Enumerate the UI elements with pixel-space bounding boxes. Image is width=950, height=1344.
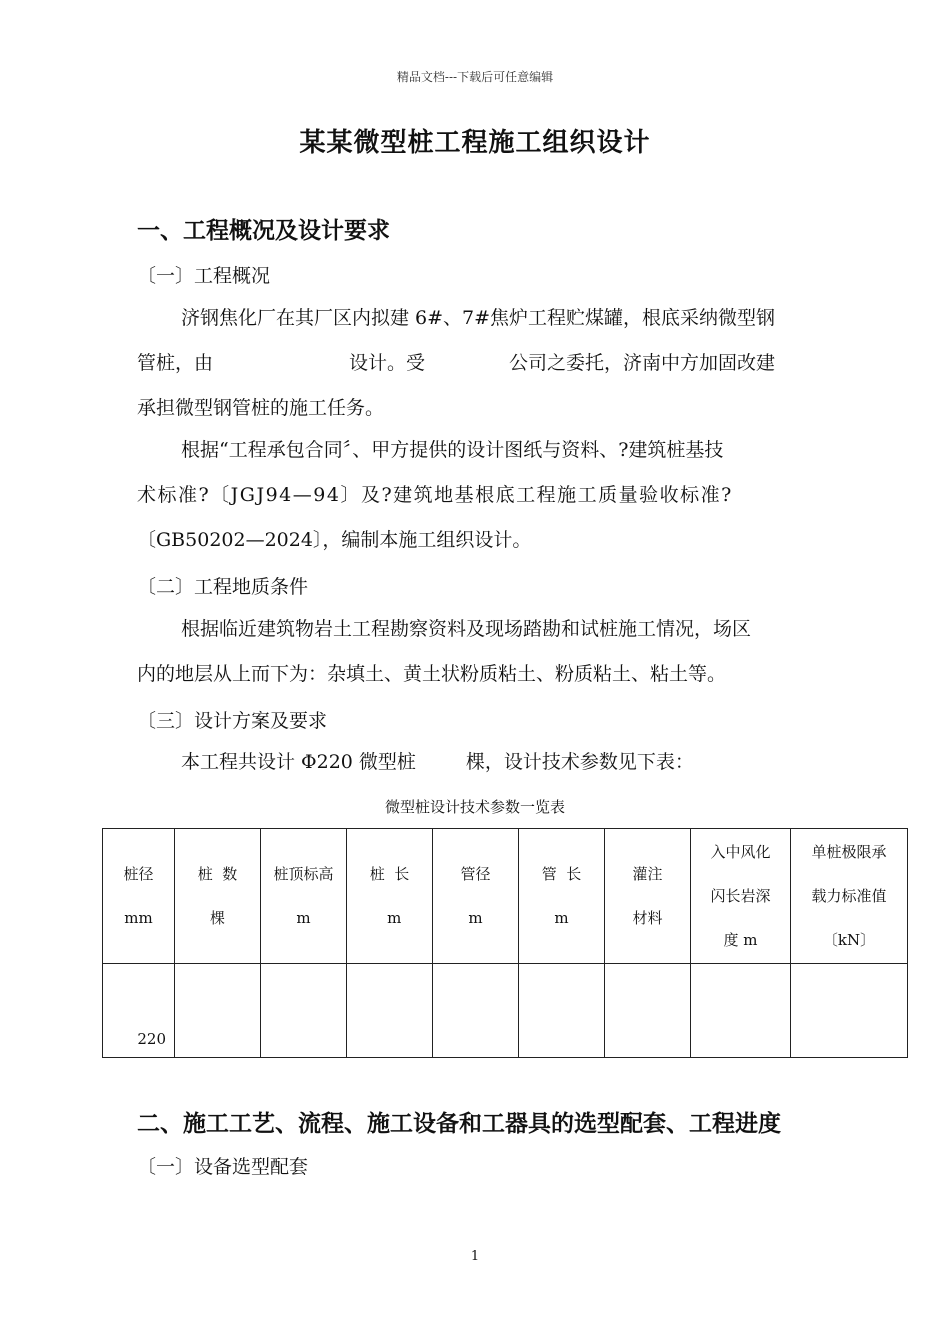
p2-line2: 术标准?〔JGJ94—94〕及?建筑地基根底工程施工质量验收标准? xyxy=(137,484,733,506)
cell xyxy=(691,964,791,1058)
p1-line2c: 公司之委托，济南中方加固改建 xyxy=(509,352,776,374)
table-caption: 微型桩设计技术参数一览表 xyxy=(384,798,565,816)
paragraph-4 xyxy=(137,740,859,785)
document-title: 某某微型桩工程施工组织设计 xyxy=(299,128,651,158)
cell xyxy=(433,964,519,1058)
col-grout-material: 灌注 材料 xyxy=(605,829,691,964)
pile-parameters-table xyxy=(102,828,908,1058)
col-pile-length: 桩 长 m xyxy=(347,829,433,964)
p2-line1: 根据“工程承包合同〞、甲方提供的设计图纸与资料、?建筑桩基技 xyxy=(181,439,724,461)
table-header-row xyxy=(103,829,908,964)
p3-line1: 根据临近建筑物岩土工程勘察资料及现场踏勘和试桩施工情况，场区 xyxy=(181,618,752,640)
paragraph-3 xyxy=(137,607,859,697)
col-pile-top-elevation: 桩顶标高 m xyxy=(261,829,347,964)
section1-sub2: 〔二〕工程地质条件 xyxy=(137,576,309,598)
p2-line3: 〔GB50202—2024〕，编制本施工组织设计。 xyxy=(137,529,532,551)
p1-line2a: 管桩，由 xyxy=(137,352,214,374)
col-pipe-diameter: 管径 m xyxy=(433,829,519,964)
col-pile-diameter: 桩径 mm xyxy=(103,829,175,964)
cell xyxy=(605,964,691,1058)
cell xyxy=(519,964,605,1058)
col-ultimate-capacity: 单桩极限承 载力标准值 〔kN〕 xyxy=(791,829,908,964)
section2-sub1: 〔一〕设备选型配套 xyxy=(137,1156,309,1178)
col-pipe-length: 管 长 m xyxy=(519,829,605,964)
section1-sub3: 〔三〕设计方案及要求 xyxy=(137,710,328,732)
section1-heading: 一、工程概况及设计要求 xyxy=(137,217,390,244)
page-number: 1 xyxy=(470,1249,480,1264)
p1-line3: 承担微型钢管桩的施工任务。 xyxy=(137,397,385,419)
section1-sub1: 〔一〕工程概况 xyxy=(137,265,271,287)
p4a: 本工程共设计 Φ220 微型桩 xyxy=(181,751,416,773)
col-embed-depth: 入中风化 闪长岩深 度 m xyxy=(691,829,791,964)
cell xyxy=(347,964,433,1058)
p4b: 棵，设计技术参数见下表： xyxy=(465,751,694,773)
cell-diameter: 220 xyxy=(103,964,175,1058)
cell xyxy=(791,964,908,1058)
section2-heading: 二、施工工艺、流程、施工设备和工器具的选型配套、工程进度 xyxy=(137,1110,781,1137)
p3-line2: 内的地层从上而下为：杂填土、黄土状粉质粘土、粉质粘土、粘土等。 xyxy=(137,663,727,685)
col-pile-count: 桩 数 棵 xyxy=(175,829,261,964)
paragraph-2 xyxy=(137,428,859,563)
paragraph-1 xyxy=(137,296,859,431)
cell xyxy=(261,964,347,1058)
cell xyxy=(175,964,261,1058)
p1-line1: 济钢焦化厂在其厂区内拟建 6#、7#焦炉工程贮煤罐，根底采纳微型钢 xyxy=(181,307,776,329)
p1-line2b: 设计。受 xyxy=(349,352,426,374)
table-row xyxy=(103,964,908,1058)
page-header: 精品文档---下载后可任意编辑 xyxy=(396,70,554,84)
